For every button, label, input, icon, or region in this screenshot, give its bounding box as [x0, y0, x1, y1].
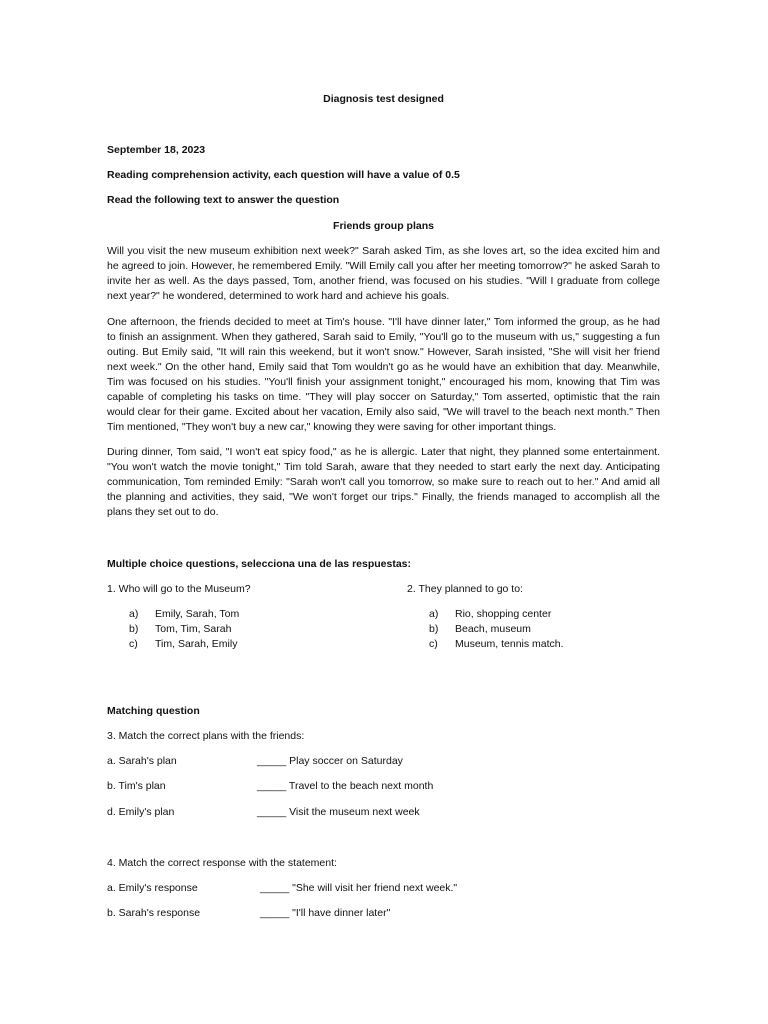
- instruction-read: Read the following text to answer the question: [107, 194, 340, 206]
- q1-option-b[interactable]: [129, 622, 231, 637]
- story-title: Friends group plans: [333, 220, 434, 232]
- q4-row-2: [107, 906, 660, 921]
- match-label: a. Sarah's plan: [107, 755, 177, 767]
- q1-option-a[interactable]: [129, 607, 239, 622]
- match-label: b. Tim's plan: [107, 780, 166, 792]
- option-text: Tom, Tim, Sarah: [155, 623, 232, 635]
- story-paragraph-3: During dinner, Tom said, "I won't eat spicy food," as he is allergic. Later that night, they planned some entertainment. "You won't watch the movie tonight," Tim told Sarah, aware that they needed to start early the next day. Anticipating communication, Tom reminded Emily: "Sarah won't call you tomorrow, so make sure to reach out to her." And amid all the planning and activities, they said, "We won't forget our trips." Finally, the friends managed to accomplish all the plans they set out to do.: [107, 446, 660, 518]
- option-letter: b): [129, 623, 139, 635]
- story-paragraph-2: One afternoon, the friends decided to meet at Tim's house. "I'll have dinner later," Tom informed the group, as he had to finish an assignment. When they gathered, Sarah said to Emily, "You'll go to the museum with us," suggesting a fun outing. But Emily said, "It will rain this weekend, but it won't snow." However, Sarah insisted, "She will visit her friend next week." On the other hand, Emily said that Tom wouldn't go as he would have an exhibition that day. Meanwhile, Tim was focused on his studies. "You'll finish your assignment tonight," encouraged his mom, knowing that Tim was capable of completing his tasks on time. "They will play soccer on Saturday," Tom asserted, optimistic that the rain would clear for their game. Excited about her vacation, Emily also said, "We will travel to the beach next month." Then Tim mentioned, "They won't buy a new car," knowing they were saving for other important things.: [107, 316, 660, 433]
- match-label: b. Sarah's response: [107, 907, 201, 919]
- option-text: Tim, Sarah, Emily: [155, 638, 238, 650]
- question-4: 4. Match the correct response with the statement:: [107, 857, 337, 869]
- q2-option-a[interactable]: [429, 607, 551, 622]
- q2-option-c[interactable]: [429, 637, 564, 652]
- match-answer-blank[interactable]: _____ Travel to the beach next month: [257, 780, 434, 792]
- option-letter: b): [429, 623, 439, 635]
- document-page: [107, 0, 660, 1024]
- q4-row-1: [107, 881, 660, 896]
- option-text: Beach, museum: [455, 623, 531, 635]
- matching-header: Matching question: [107, 705, 200, 717]
- match-label: a. Emily's response: [107, 882, 198, 894]
- match-answer-blank[interactable]: _____ "I'll have dinner later": [260, 907, 391, 919]
- option-letter: a): [129, 608, 139, 620]
- match-answer-blank[interactable]: _____ "She will visit her friend next week.": [260, 882, 458, 894]
- match-answer-blank[interactable]: _____ Visit the museum next week: [257, 806, 420, 818]
- question-3: 3. Match the correct plans with the friends:: [107, 730, 305, 742]
- instruction-value: Reading comprehension activity, each question will have a value of 0.5: [107, 169, 460, 181]
- option-letter: c): [129, 638, 138, 650]
- question-2: 2. They planned to go to:: [407, 583, 523, 595]
- story-paragraph-1: Will you visit the new museum exhibition next week?" Sarah asked Tim, as she loves art, so the idea excited him and he agreed to join. However, he remembered Emily. "Will Emily call you after her meeting tomorrow?" he asked Sarah to invite her as well. As the days passed, Tom, another friend, was focused on his studies. "Will I graduate from college next year?" he wondered, determined to work hard and achieve his goals.: [107, 245, 660, 302]
- document-title: Diagnosis test designed: [323, 93, 444, 105]
- match-label: d. Emily's plan: [107, 806, 175, 818]
- q3-row-2: [107, 779, 660, 794]
- match-answer-blank[interactable]: _____ Play soccer on Saturday: [257, 755, 403, 767]
- option-text: Rio, shopping center: [455, 608, 552, 620]
- mcq-header: Multiple choice questions, selecciona una de las respuestas:: [107, 558, 412, 570]
- q2-option-b[interactable]: [429, 622, 531, 637]
- option-letter: c): [429, 638, 438, 650]
- q1-option-c[interactable]: [129, 637, 237, 652]
- option-text: Emily, Sarah, Tom: [155, 608, 240, 620]
- option-text: Museum, tennis match.: [455, 638, 564, 650]
- question-1: 1. Who will go to the Museum?: [107, 583, 251, 595]
- q3-row-3: [107, 805, 660, 820]
- date: September 18, 2023: [107, 144, 206, 156]
- option-letter: a): [429, 608, 439, 620]
- q3-row-1: [107, 754, 660, 769]
